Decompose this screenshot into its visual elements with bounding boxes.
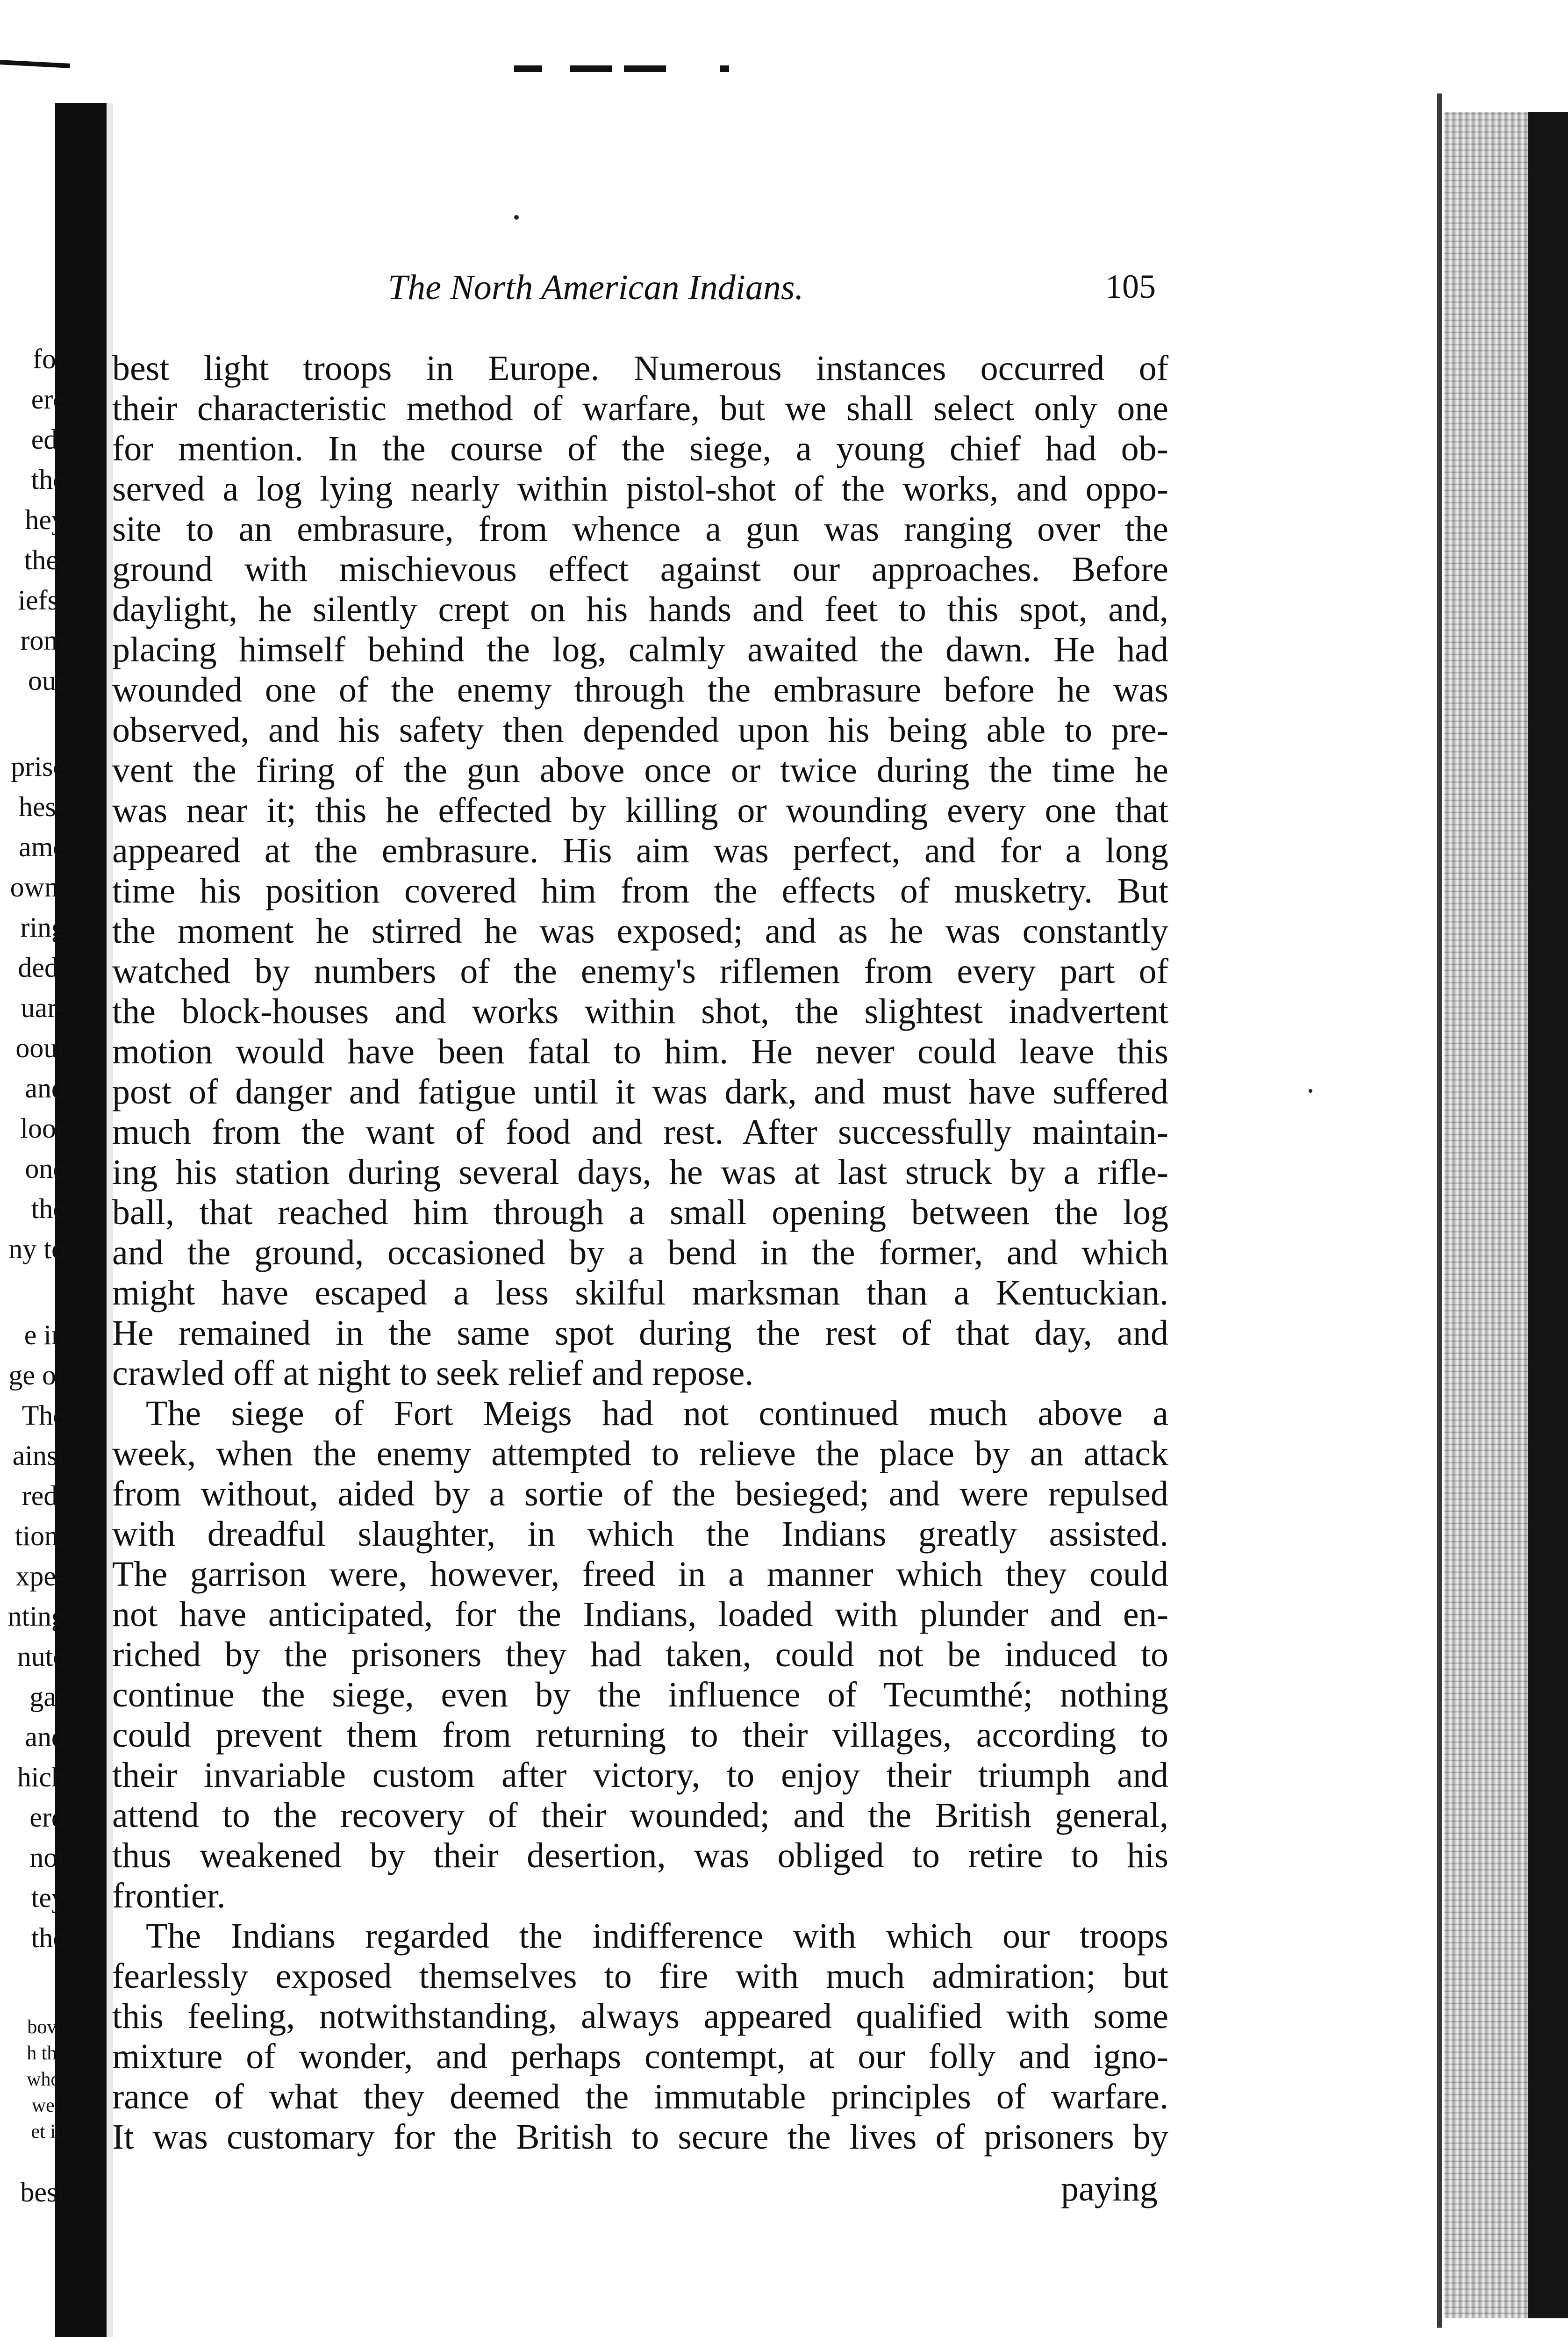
text-line: ing his station during several days, he was at last struck by a rifle- xyxy=(112,1153,1168,1192)
text-line: The siege of Fort Meigs had not continued much above a xyxy=(146,1394,1168,1433)
text-line: observed, and his safety then depended upon his being able to pre- xyxy=(112,710,1168,750)
text-line: not have anticipated, for the Indians, loaded with plunder and en- xyxy=(112,1595,1168,1634)
margin-fragment: one xyxy=(25,1153,65,1184)
text-line: The garrison were, however, freed in a manner which they could xyxy=(112,1555,1168,1594)
text-line: riched by the prisoners they had taken, could not be induced to xyxy=(112,1635,1168,1674)
margin-fragment: and xyxy=(25,1073,65,1104)
text-line: from without, aided by a sortie of the besieged; and were repulsed xyxy=(112,1474,1168,1513)
text-line: crawled off at night to seek relief and repose. xyxy=(112,1354,754,1393)
text-line: was near it; this he effected by killing or wounding every one that xyxy=(112,791,1168,830)
text-line: time his position covered him from the effects of musketry. But xyxy=(112,871,1168,910)
page-body xyxy=(112,348,1168,2157)
text-line: for mention. In the course of the siege, a young chief had ob- xyxy=(112,429,1168,468)
text-line: and the ground, occasioned by a bend in the former, and which xyxy=(112,1233,1168,1272)
text-line: their invariable custom after victory, to enjoy their triumph and xyxy=(112,1756,1168,1795)
text-line: He remained in the same spot during the rest of that day, and xyxy=(112,1313,1168,1353)
margin-fragment: ainst xyxy=(12,1440,65,1471)
text-line: with dreadful slaughter, in which the Indians greatly assisted. xyxy=(112,1514,1168,1554)
catchword: paying xyxy=(1061,2169,1158,2208)
text-line: ball, that reached him through a small opening between the log xyxy=(112,1193,1168,1232)
text-line: might have escaped a less skilful marksman than a Kentuckian. xyxy=(112,1273,1168,1312)
margin-fragment: who, xyxy=(27,2069,65,2090)
margin-fragment: the xyxy=(31,464,65,495)
text-line: placing himself behind the log, calmly awaited the dawn. He had xyxy=(112,630,1168,669)
margin-fragment: et in xyxy=(31,2121,65,2143)
text-line: best light troops in Europe. Numerous instances occurred of xyxy=(112,349,1168,388)
margin-fragment: ed; xyxy=(31,424,65,455)
margin-fragment: ring xyxy=(20,912,65,943)
text-line: motion would have been fatal to him. He never could leave this xyxy=(112,1032,1168,1071)
scan-dash-mark xyxy=(570,65,612,72)
margin-fragment: best xyxy=(20,2177,65,2208)
margin-fragment: for xyxy=(33,344,65,374)
margin-fragment: rom xyxy=(20,625,65,656)
text-line: much from the want of food and rest. After successfully maintain- xyxy=(112,1112,1168,1152)
margin-fragment: red; xyxy=(21,1480,65,1511)
margin-fragment: ny to xyxy=(8,1233,65,1264)
text-line: frontier. xyxy=(112,1876,226,1915)
margin-fragment: loor xyxy=(20,1113,65,1144)
margin-fragment: erd xyxy=(29,1802,65,1833)
margin-fragment: ame xyxy=(19,832,65,862)
scan-dash-mark xyxy=(514,65,542,72)
margin-fragment: iefs. xyxy=(18,585,65,616)
margin-fragment: oout xyxy=(15,1032,65,1063)
text-line: appeared at the embrasure. His aim was perfect, and for a long xyxy=(112,831,1168,870)
text-line: the moment he stirred he was exposed; and as he was constantly xyxy=(112,911,1168,951)
text-line: this feeling, notwithstanding, always appeared qualified with some xyxy=(112,1997,1168,2036)
text-line: attend to the recovery of their wounded; and the British general, xyxy=(112,1796,1168,1835)
margin-fragment: prise xyxy=(11,751,65,782)
margin-fragment: the xyxy=(31,1193,65,1224)
margin-fragment: tey xyxy=(31,1882,65,1913)
page-number: 105 xyxy=(1105,268,1156,305)
right-binding-shadow xyxy=(1528,112,1568,2318)
text-line: ground with mischievous effect against our approaches. Before xyxy=(112,550,1168,589)
scan-dash-mark xyxy=(720,65,729,72)
margin-fragment: hey xyxy=(25,504,65,535)
margin-fragment: xpe- xyxy=(15,1561,65,1591)
text-line: watched by numbers of the enemy's riflemen from every part of xyxy=(112,952,1168,991)
text-line: served a log lying nearly within pistol-shot of the works, and oppo- xyxy=(112,469,1168,509)
scan-speck xyxy=(514,215,519,220)
text-line: The Indians regarded the indifference with which our troops xyxy=(146,1916,1168,1956)
margin-fragment: and xyxy=(25,1721,65,1752)
margin-fragment: gar xyxy=(29,1681,65,1712)
text-line: could prevent them from returning to their villages, according to xyxy=(112,1715,1168,1755)
margin-fragment: nute xyxy=(17,1641,65,1672)
text-line: their characteristic method of warfare, but we shall select only one xyxy=(112,389,1168,428)
margin-fragment: The xyxy=(21,1400,65,1431)
text-line: daylight, he silently crept on his hands and feet to this spot, and, xyxy=(112,590,1168,629)
margin-fragment: nting xyxy=(7,1601,65,1632)
text-line: continue the siege, even by the influence of Tecumthé; nothing xyxy=(112,1675,1168,1714)
margin-fragment: uar- xyxy=(21,992,65,1023)
text-line: post of danger and fatigue until it was dark, and must have suffered xyxy=(112,1072,1168,1111)
right-page-edge-line xyxy=(1437,93,1442,2328)
margin-fragment: own. xyxy=(10,872,65,903)
text-line: wounded one of the enemy through the embrasure before he was xyxy=(112,670,1168,710)
text-line: fearlessly exposed themselves to fire with much admiration; but xyxy=(112,1957,1168,1996)
text-line: vent the firing of the gun above once or twice during the time he xyxy=(112,751,1168,790)
text-line: mixture of wonder, and perhaps contempt, at our folly and igno- xyxy=(112,2037,1168,2076)
margin-fragment: hes- xyxy=(19,791,65,822)
margin-fragment: the xyxy=(31,1922,65,1953)
margin-fragment: well xyxy=(31,2095,65,2116)
margin-fragment: tion, xyxy=(14,1520,65,1551)
margin-fragment: e in xyxy=(24,1319,65,1350)
margin-fragment: ere xyxy=(31,384,65,415)
scan-edge-mark xyxy=(0,60,70,68)
text-line: the block-houses and works within shot, the slightest inadvertent xyxy=(112,992,1168,1031)
text-line: week, when the enemy attempted to relieve the place by an attack xyxy=(112,1434,1168,1473)
text-line: thus weakened by their desertion, was obliged to retire to his xyxy=(112,1836,1168,1875)
margin-fragment: ge of xyxy=(8,1360,65,1391)
margin-fragment: the, xyxy=(24,545,65,575)
text-line: site to an embrasure, from whence a gun was ranging over the xyxy=(112,509,1168,549)
margin-fragment: ded. xyxy=(18,952,65,983)
scan-speck xyxy=(1309,1089,1312,1093)
margin-fragment: our xyxy=(28,665,65,696)
running-title: The North American Indians. xyxy=(388,268,804,307)
margin-fragment: hich xyxy=(17,1762,65,1792)
scan-dash-mark xyxy=(624,65,666,72)
margin-fragment: bove xyxy=(27,2016,65,2038)
text-line: It was customary for the British to secure the lives of prisoners by xyxy=(112,2117,1168,2157)
margin-fragment: not xyxy=(29,1842,65,1873)
margin-fragment: h the xyxy=(27,2043,65,2064)
text-line: rance of what they deemed the immutable principles of warfare. xyxy=(112,2077,1168,2116)
